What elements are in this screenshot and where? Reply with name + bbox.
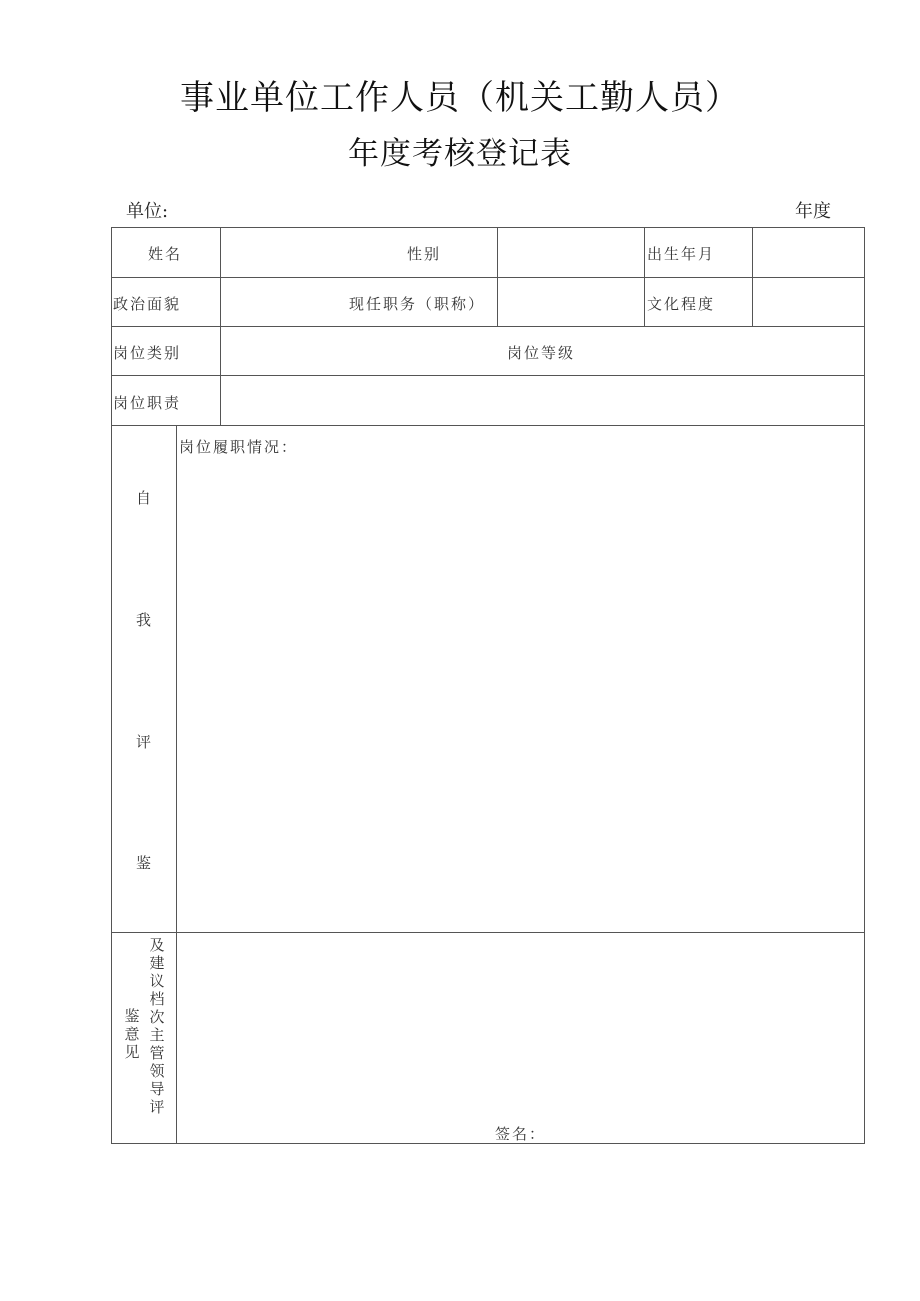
- current-position-label: 现任职务（职称）: [349, 295, 486, 313]
- col-divider: [644, 227, 645, 326]
- row-divider: [111, 425, 865, 426]
- post-grade-label: 岗位等级: [507, 344, 576, 362]
- form-border-right: [864, 227, 865, 1144]
- form-border-bottom: [111, 1143, 865, 1144]
- year-label: 年度: [795, 201, 831, 222]
- birth-date-field[interactable]: [753, 228, 864, 277]
- self-eval-char-4: 鉴: [136, 854, 154, 872]
- name-label: 姓名: [148, 245, 183, 263]
- form-border-left: [111, 227, 112, 1144]
- post-duty-field[interactable]: [221, 376, 864, 425]
- self-eval-char-3: 评: [136, 733, 154, 751]
- leader-eval-label-col1: 及建议档次主管领导评: [149, 936, 165, 1116]
- gender-field[interactable]: [498, 228, 644, 277]
- post-category-label: 岗位类别: [113, 344, 182, 362]
- self-eval-char-1: 自: [136, 489, 154, 507]
- current-position-field[interactable]: [498, 278, 644, 326]
- education-field[interactable]: [753, 278, 864, 326]
- leader-eval-label-col2: 鉴意见: [124, 1007, 140, 1061]
- document-title: 事业单位工作人员（机关工勤人员）: [180, 78, 740, 118]
- name-field[interactable]: [221, 228, 371, 277]
- post-duty-label: 岗位职责: [113, 394, 182, 412]
- document-subtitle: 年度考核登记表: [348, 136, 572, 172]
- leader-opinion-field[interactable]: [177, 933, 864, 1113]
- gender-label: 性别: [407, 245, 442, 263]
- self-eval-char-2: 我: [136, 611, 154, 629]
- political-status-label: 政治面貌: [113, 295, 182, 313]
- performance-label: 岗位履职情况：: [179, 438, 299, 456]
- performance-field[interactable]: [177, 461, 864, 932]
- post-category-field[interactable]: [221, 327, 491, 375]
- signature-label: 签名：: [495, 1125, 547, 1143]
- education-label: 文化程度: [647, 295, 716, 313]
- political-status-field[interactable]: [221, 278, 331, 326]
- birth-date-label: 出生年月: [647, 245, 716, 263]
- assessment-form: [111, 227, 865, 1143]
- unit-label: 单位:: [126, 201, 169, 222]
